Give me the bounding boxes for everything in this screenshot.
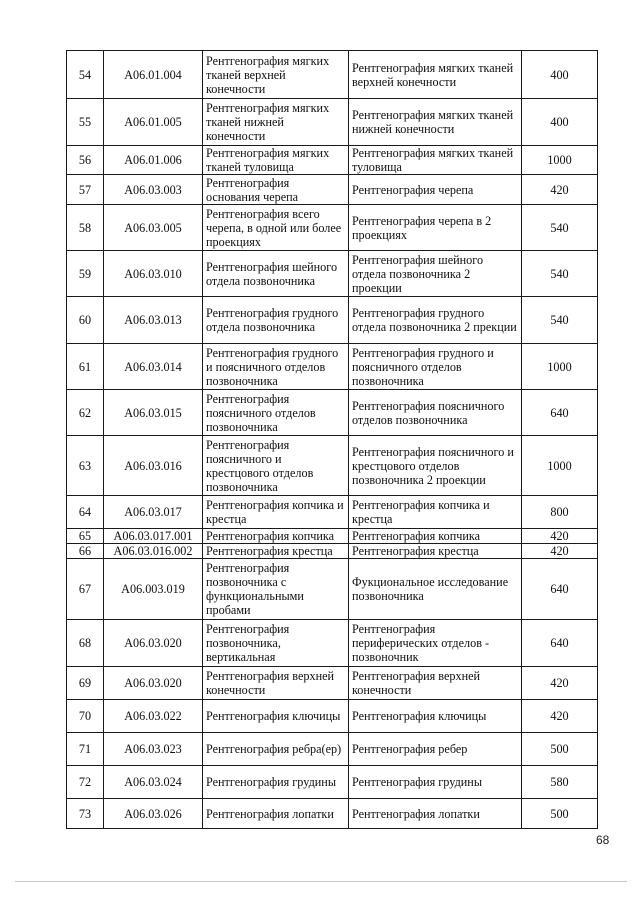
- service-name: Рентгенография позвоночника, вертикальная: [203, 620, 349, 667]
- row-number: 58: [67, 205, 104, 251]
- service-name: Рентгенография мягких тканей нижней конечности: [203, 99, 349, 146]
- service-price: 500: [522, 799, 598, 829]
- service-code: A06.03.003: [104, 175, 203, 205]
- service-description: Рентгенография черепа: [349, 175, 522, 205]
- service-name: Рентгенография лопатки: [203, 799, 349, 829]
- row-number: 67: [67, 559, 104, 620]
- table-row: [67, 51, 598, 99]
- page-number: 68: [596, 833, 610, 847]
- service-name: Рентгенография мягких тканей туловища: [203, 146, 349, 175]
- service-description: Рентгенография поясничного и крестцового отделов позвоночника 2 проекции: [349, 436, 522, 496]
- service-price: 1000: [522, 344, 598, 390]
- service-code: A06.03.005: [104, 205, 203, 251]
- table-row: [67, 99, 598, 146]
- service-code: A06.01.004: [104, 51, 203, 99]
- service-price: 540: [522, 205, 598, 251]
- table-row: [67, 175, 598, 205]
- service-price: 420: [522, 667, 598, 700]
- service-price: 1000: [522, 146, 598, 175]
- row-number: 65: [67, 529, 104, 544]
- service-price: 400: [522, 51, 598, 99]
- service-description: Рентгенография лопатки: [349, 799, 522, 829]
- service-price: 580: [522, 766, 598, 799]
- row-number: 71: [67, 733, 104, 766]
- service-description: Рентгенография ключицы: [349, 700, 522, 733]
- price-table: [66, 50, 598, 829]
- service-code: A06.03.014: [104, 344, 203, 390]
- table-row: [67, 700, 598, 733]
- service-description: Рентгенография копчика: [349, 529, 522, 544]
- service-price: 420: [522, 700, 598, 733]
- service-code: A06.03.013: [104, 297, 203, 344]
- row-number: 60: [67, 297, 104, 344]
- service-description: Рентгенография копчика и крестца: [349, 496, 522, 529]
- table-row: [67, 496, 598, 529]
- service-name: Рентгенография мягких тканей верхней конечности: [203, 51, 349, 99]
- row-number: 72: [67, 766, 104, 799]
- service-description: Рентгенография периферических отделов - позвоночник: [349, 620, 522, 667]
- row-number: 54: [67, 51, 104, 99]
- service-price: 640: [522, 620, 598, 667]
- service-code: A06.03.020: [104, 620, 203, 667]
- service-description: Рентгенография верхней конечности: [349, 667, 522, 700]
- service-price: 420: [522, 175, 598, 205]
- service-code: A06.03.010: [104, 251, 203, 297]
- service-code: A06.03.020: [104, 667, 203, 700]
- table-row: [67, 436, 598, 496]
- service-code: A06.03.022: [104, 700, 203, 733]
- service-code: A06.03.016: [104, 436, 203, 496]
- footer-divider: [15, 881, 627, 882]
- service-description: Рентгенография грудного отдела позвоночника 2 прекции: [349, 297, 522, 344]
- service-description: Рентгенография крестца: [349, 544, 522, 559]
- service-price: 400: [522, 99, 598, 146]
- table-row: [67, 799, 598, 829]
- table-row: [67, 667, 598, 700]
- service-description: Рентгенография мягких тканей нижней конечности: [349, 99, 522, 146]
- service-name: Рентгенография всего черепа, в одной или более проекциях: [203, 205, 349, 251]
- row-number: 63: [67, 436, 104, 496]
- row-number: 59: [67, 251, 104, 297]
- service-name: Рентгенография грудины: [203, 766, 349, 799]
- service-description: Рентгенография грудины: [349, 766, 522, 799]
- service-name: Рентгенография верхней конечности: [203, 667, 349, 700]
- row-number: 55: [67, 99, 104, 146]
- row-number: 73: [67, 799, 104, 829]
- table-row: [67, 544, 598, 559]
- service-code: A06.01.005: [104, 99, 203, 146]
- table-row: [67, 559, 598, 620]
- row-number: 61: [67, 344, 104, 390]
- service-price: 420: [522, 544, 598, 559]
- row-number: 62: [67, 390, 104, 436]
- service-name: Рентгенография грудного и поясничного отделов позвоночника: [203, 344, 349, 390]
- service-price: 420: [522, 529, 598, 544]
- service-name: Рентгенография ребра(ер): [203, 733, 349, 766]
- service-price: 640: [522, 390, 598, 436]
- table-row: [67, 529, 598, 544]
- service-name: Рентгенография ключицы: [203, 700, 349, 733]
- service-description: Рентгенография ребер: [349, 733, 522, 766]
- row-number: 56: [67, 146, 104, 175]
- service-name: Рентгенография поясничного отделов позвоночника: [203, 390, 349, 436]
- table-row: [67, 344, 598, 390]
- service-code: A06.003.019: [104, 559, 203, 620]
- table-row: [67, 146, 598, 175]
- table-row: [67, 205, 598, 251]
- table-row: [67, 766, 598, 799]
- service-name: Рентгенография копчика: [203, 529, 349, 544]
- service-name: Рентгенография поясничного и крестцового отделов позвоночника: [203, 436, 349, 496]
- service-description: Рентгенография шейного отдела позвоночника 2 проекции: [349, 251, 522, 297]
- table-row: [67, 297, 598, 344]
- service-code: A06.03.023: [104, 733, 203, 766]
- service-code: A06.03.017: [104, 496, 203, 529]
- service-price: 800: [522, 496, 598, 529]
- service-price: 540: [522, 297, 598, 344]
- service-price: 500: [522, 733, 598, 766]
- service-name: Рентгенография грудного отдела позвоночника: [203, 297, 349, 344]
- service-description: Рентгенография поясничного отделов позвоночника: [349, 390, 522, 436]
- service-code: A06.03.026: [104, 799, 203, 829]
- service-description: Рентгенография мягких тканей туловища: [349, 146, 522, 175]
- service-price: 640: [522, 559, 598, 620]
- table-row: [67, 620, 598, 667]
- row-number: 68: [67, 620, 104, 667]
- service-description: Фукциональное исследование позвоночника: [349, 559, 522, 620]
- row-number: 70: [67, 700, 104, 733]
- service-code: A06.03.024: [104, 766, 203, 799]
- row-number: 69: [67, 667, 104, 700]
- service-price: 540: [522, 251, 598, 297]
- row-number: 66: [67, 544, 104, 559]
- service-description: Рентгенография мягких тканей верхней конечности: [349, 51, 522, 99]
- table-row: [67, 251, 598, 297]
- service-name: Рентгенография шейного отдела позвоночника: [203, 251, 349, 297]
- service-name: Рентгенография основания черепа: [203, 175, 349, 205]
- table-row: [67, 733, 598, 766]
- service-name: Рентгенография позвоночника с функциональными пробами: [203, 559, 349, 620]
- service-code: A06.01.006: [104, 146, 203, 175]
- service-code: A06.03.015: [104, 390, 203, 436]
- service-description: Рентгенография грудного и поясничного отделов позвоночника: [349, 344, 522, 390]
- service-code: A06.03.016.002: [104, 544, 203, 559]
- service-name: Рентгенография крестца: [203, 544, 349, 559]
- service-price: 1000: [522, 436, 598, 496]
- table-row: [67, 390, 598, 436]
- service-name: Рентгенография копчика и крестца: [203, 496, 349, 529]
- row-number: 64: [67, 496, 104, 529]
- service-code: A06.03.017.001: [104, 529, 203, 544]
- service-description: Рентгенография черепа в 2 проекциях: [349, 205, 522, 251]
- row-number: 57: [67, 175, 104, 205]
